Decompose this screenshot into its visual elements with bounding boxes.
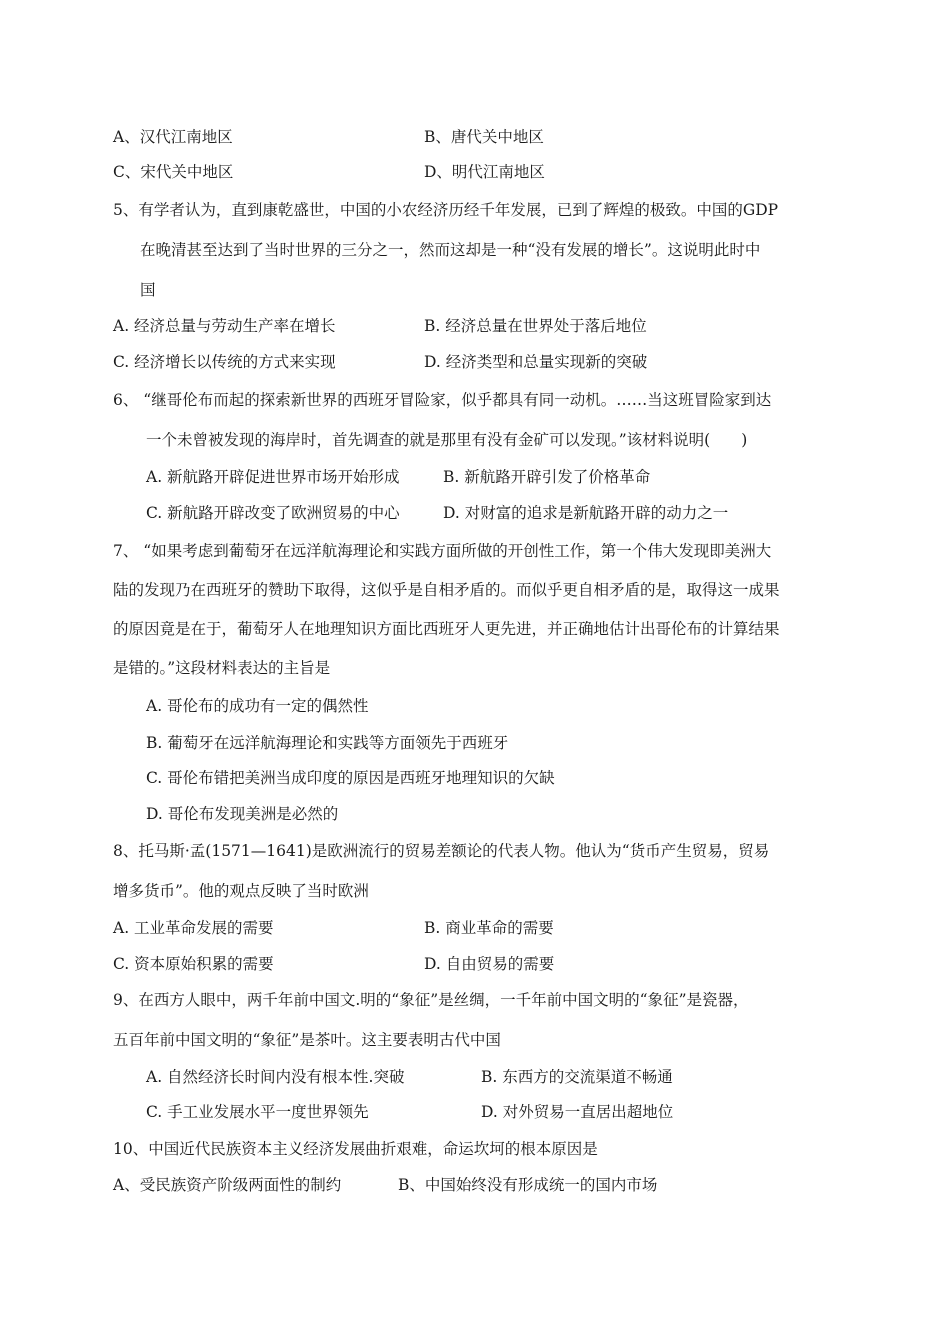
q7-stem-line-2: 陆的发现乃在西班牙的赞助下取得，这似乎是自相矛盾的。而似乎更自相矛盾的是，取得这一成果 (113, 581, 780, 599)
q9-stem-line-2: 五百年前中国文明的“象征”是茶叶。这主要表明古代中国 (113, 1031, 501, 1049)
q4-option-b: B、唐代关中地区 (424, 128, 544, 146)
q10-option-b: B、中国始终没有形成统一的国内市场 (398, 1176, 658, 1194)
q7-option-d: D. 哥伦布发现美洲是必然的 (146, 805, 339, 823)
q5-option-b: B. 经济总量在世界处于落后地位 (424, 317, 647, 335)
q7-stem-line-3: 的原因竟是在于，葡萄牙人在地理知识方面比西班牙人更先进，并正确地估计出哥伦布的计算结果 (113, 620, 780, 638)
q8-stem-line-1: 8、托马斯·孟(1571—1641)是欧洲流行的贸易差额论的代表人物。他认为“货币产生贸易，贸易 (113, 842, 770, 860)
q10-stem-line-1: 10、中国近代民族资本主义经济发展曲折艰难，命运坎坷的根本原因是 (113, 1140, 598, 1158)
q8-option-a: A. 工业革命发展的需要 (113, 919, 274, 937)
q6-option-b: B. 新航路开辟引发了价格革命 (443, 468, 651, 486)
q6-stem-line-1: 6、 “继哥伦布而起的探索新世界的西班牙冒险家，似乎都具有同一动机。……当这班冒险家到达 (113, 391, 772, 409)
q5-option-c: C. 经济增长以传统的方式来实现 (113, 353, 336, 371)
q9-option-b: B. 东西方的交流渠道不畅通 (481, 1068, 673, 1086)
q7-stem-line-4: 是错的。”这段材料表达的主旨是 (113, 659, 331, 677)
q4-option-a: A、汉代江南地区 (113, 128, 233, 146)
q8-option-d: D. 自由贸易的需要 (424, 955, 555, 973)
q8-stem-line-2: 增多货币”。他的观点反映了当时欧洲 (113, 882, 369, 900)
q5-stem-line-1: 5、有学者认为，直到康乾盛世，中国的小农经济历经千年发展，已到了辉煌的极致。中国的GDP (113, 201, 779, 219)
q9-stem-line-1: 9、在西方人眼中，两千年前中国文.明的“象征”是丝绸，一千年前中国文明的“象征”是瓷器， (113, 991, 749, 1009)
q6-stem-line-2: 一个未曾被发现的海岸时，首先调查的就是那里有没有金矿可以发现。”该材料说明( ) (146, 431, 748, 449)
q5-option-d: D. 经济类型和总量实现新的突破 (424, 353, 648, 371)
q6-option-c: C. 新航路开辟改变了欧洲贸易的中心 (146, 504, 400, 522)
q9-option-c: C. 手工业发展水平一度世界领先 (146, 1103, 369, 1121)
q4-option-c: C、宋代关中地区 (113, 163, 234, 181)
q6-option-a: A. 新航路开辟促进世界市场开始形成 (146, 468, 400, 486)
q10-option-a: A、受民族资产阶级两面性的制约 (113, 1176, 342, 1194)
q9-option-d: D. 对外贸易一直居出超地位 (481, 1103, 674, 1121)
q8-option-b: B. 商业革命的需要 (424, 919, 554, 937)
q5-option-a: A. 经济总量与劳动生产率在增长 (113, 317, 336, 335)
q8-option-c: C. 资本原始积累的需要 (113, 955, 274, 973)
q9-option-a: A. 自然经济长时间内没有根本性.突破 (146, 1068, 405, 1086)
q7-option-b: B. 葡萄牙在远洋航海理论和实践等方面领先于西班牙 (146, 734, 509, 752)
q7-option-a: A. 哥伦布的成功有一定的偶然性 (146, 697, 369, 715)
q4-option-d: D、明代江南地区 (424, 163, 545, 181)
q5-stem-line-3: 国 (140, 281, 156, 299)
q5-stem-line-2: 在晚清甚至达到了当时世界的三分之一，然而这却是一种“没有发展的增长”。这说明此时中 (140, 241, 761, 259)
q6-option-d: D. 对财富的追求是新航路开辟的动力之一 (443, 504, 729, 522)
q7-option-c: C. 哥伦布错把美洲当成印度的原因是西班牙地理知识的欠缺 (146, 769, 555, 787)
q7-stem-line-1: 7、 “如果考虑到葡萄牙在远洋航海理论和实践方面所做的开创性工作，第一个伟大发现即美洲大 (113, 542, 772, 560)
